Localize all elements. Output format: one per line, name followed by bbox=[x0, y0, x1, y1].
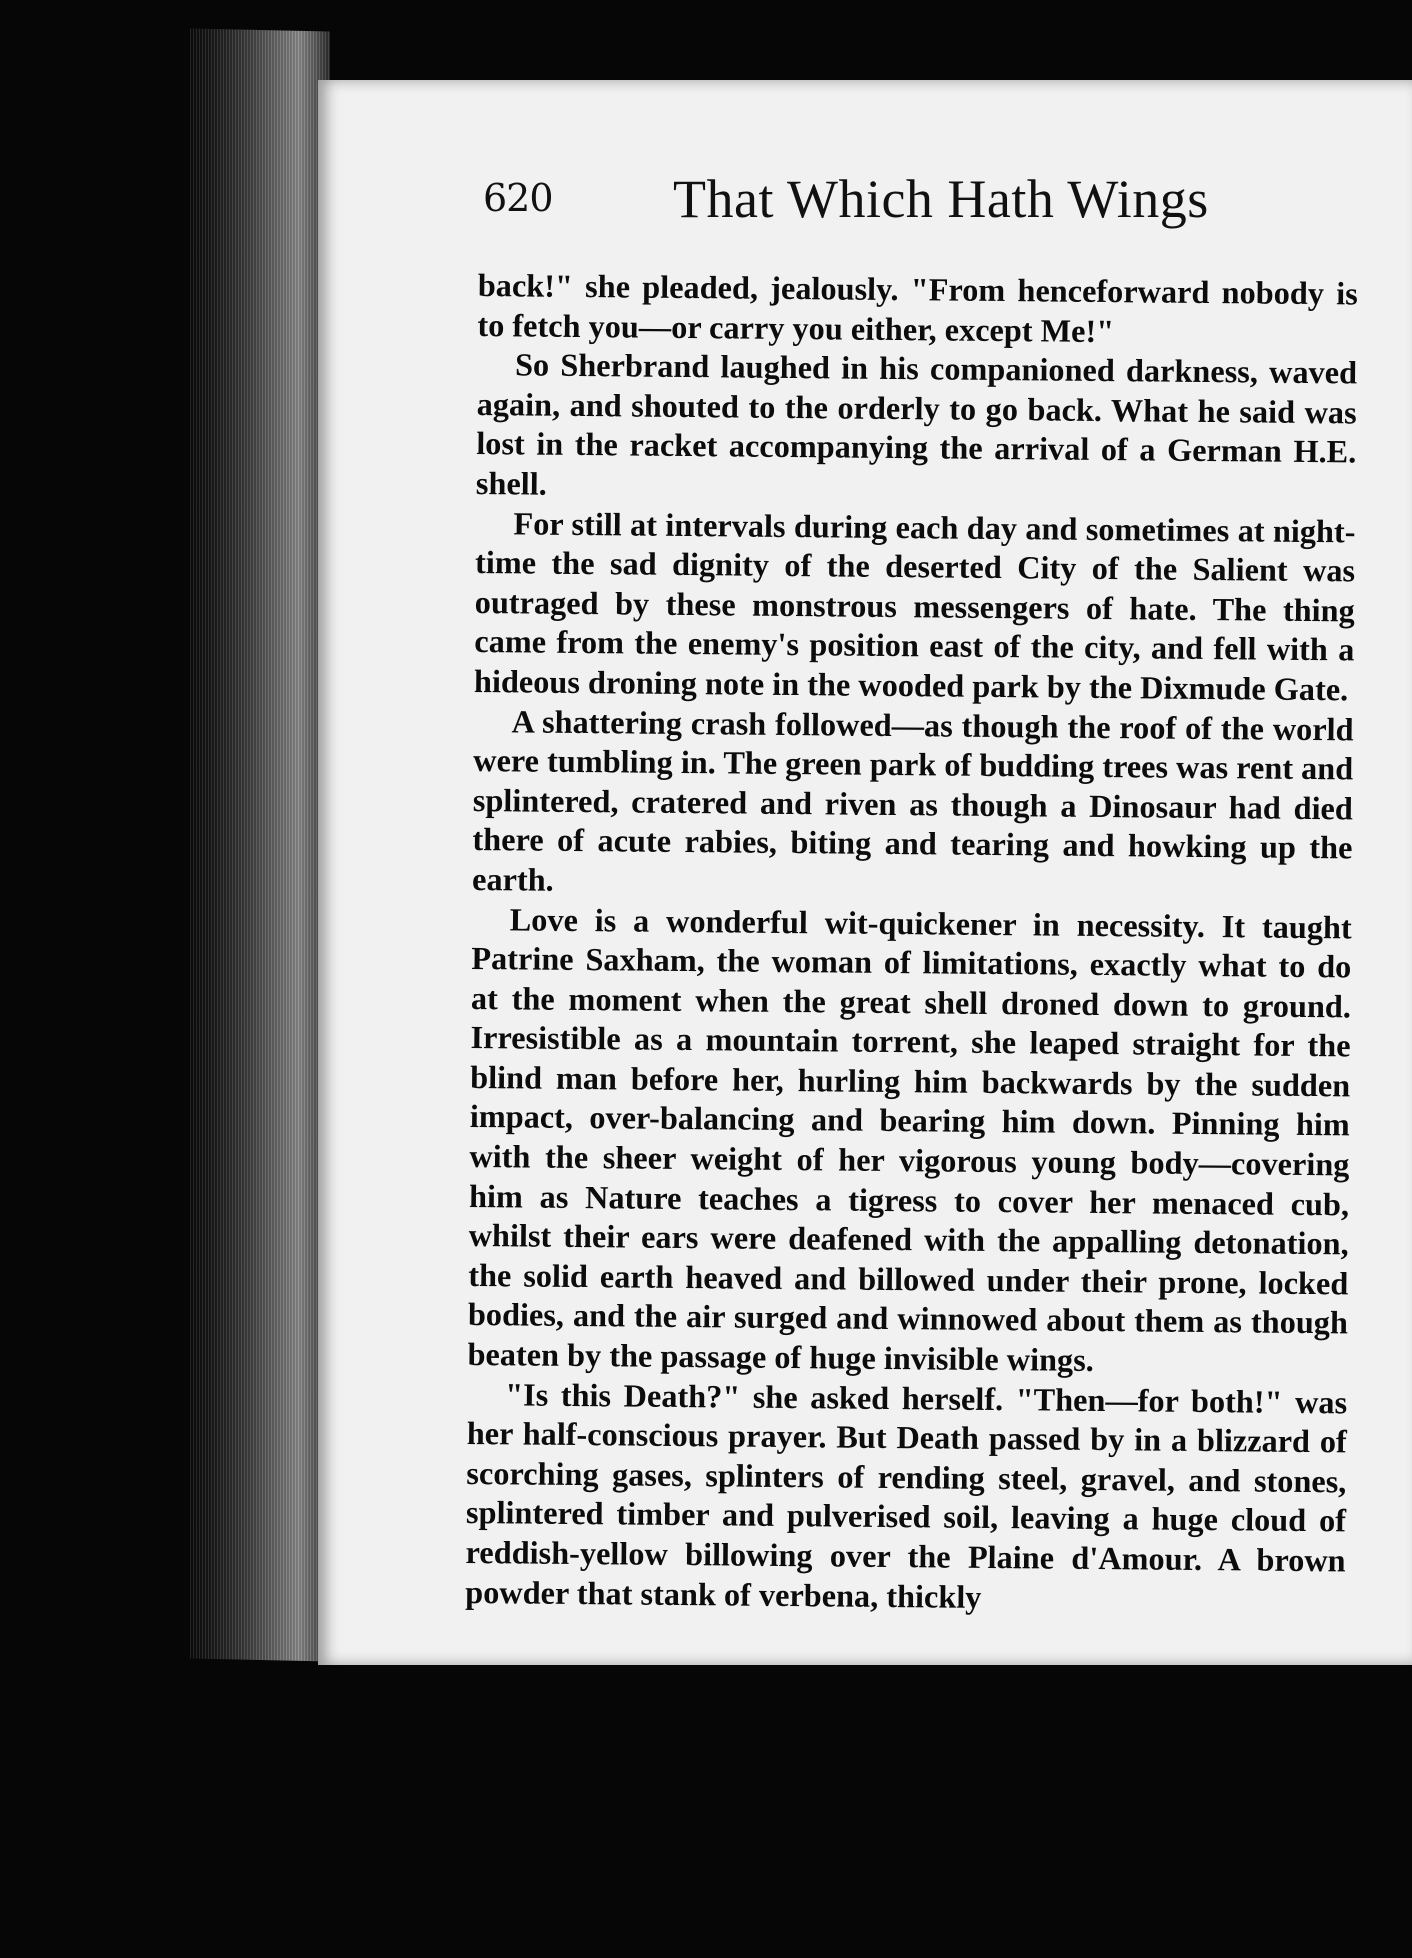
paragraph: Love is a wonderful wit-quickener in necessity. It taught Patrine Saxham, the woman of limitations, exactly what to do at the moment when the great shell droned down to ground. Irresistible as a mountain torrent, she leaped straight for the blind man before her, hurling him backwards by the sudden impact, over-balancing and bearing him down. Pinning him with the sheer weight of her vigorous young body—covering him as Nature teaches a tigress to cover her menaced cub, whilst their ears were deafened with the appalling detonation, the solid earth heaved and billowed under their prone, locked bodies, and the air surged and winnowed about them as though beaten by the passage of huge invisible wings. bbox=[467, 900, 1352, 1378]
page-edges bbox=[190, 29, 330, 1662]
paragraph: For still at intervals during each day and sometimes at night-time the sad dignity of the deserted City of the Salient was outraged by these monstrous messengers of hate. The thing came from the enemy's position east of the city, and fell with a hideous droning note in the wooded park by the Dixmude Gate. bbox=[473, 504, 1356, 708]
paragraph: "Is this Death?" she asked herself. "Then—for both!" was her half-conscious prayer. But Death passed by in a blizzard of scorching gases, splinters of rending steel, gravel, and stones, splintered timber and pulverised soil, leaving a huge cloud of reddish-yellow billowing over the Plaine d'Amour. A brown powder that stank of verbena, thickly bbox=[465, 1375, 1348, 1615]
paragraph-continued: back!" she pleaded, jealously. "From henceforward nobody is to fetch you—or carry you either, except Me!" bbox=[477, 266, 1358, 349]
paragraph: So Sherbrand laughed in his companioned darkness, waved again, and shouted to the orderly to go back. What he said was lost in the racket accompanying the arrival of a German H.E. shell. bbox=[475, 346, 1358, 502]
page-number: 620 bbox=[483, 176, 553, 220]
running-title: That Which Hath Wings bbox=[673, 169, 1209, 229]
body-text bbox=[465, 266, 1358, 1621]
running-head bbox=[483, 168, 1209, 238]
paragraph: A shattering crash followed—as though the roof of the world were tumbling in. The green park of budding trees was rent and splintered, cratered and riven as though a Dinosaur had died there of acute rabies, biting and tearing and howking up the earth. bbox=[471, 702, 1354, 898]
